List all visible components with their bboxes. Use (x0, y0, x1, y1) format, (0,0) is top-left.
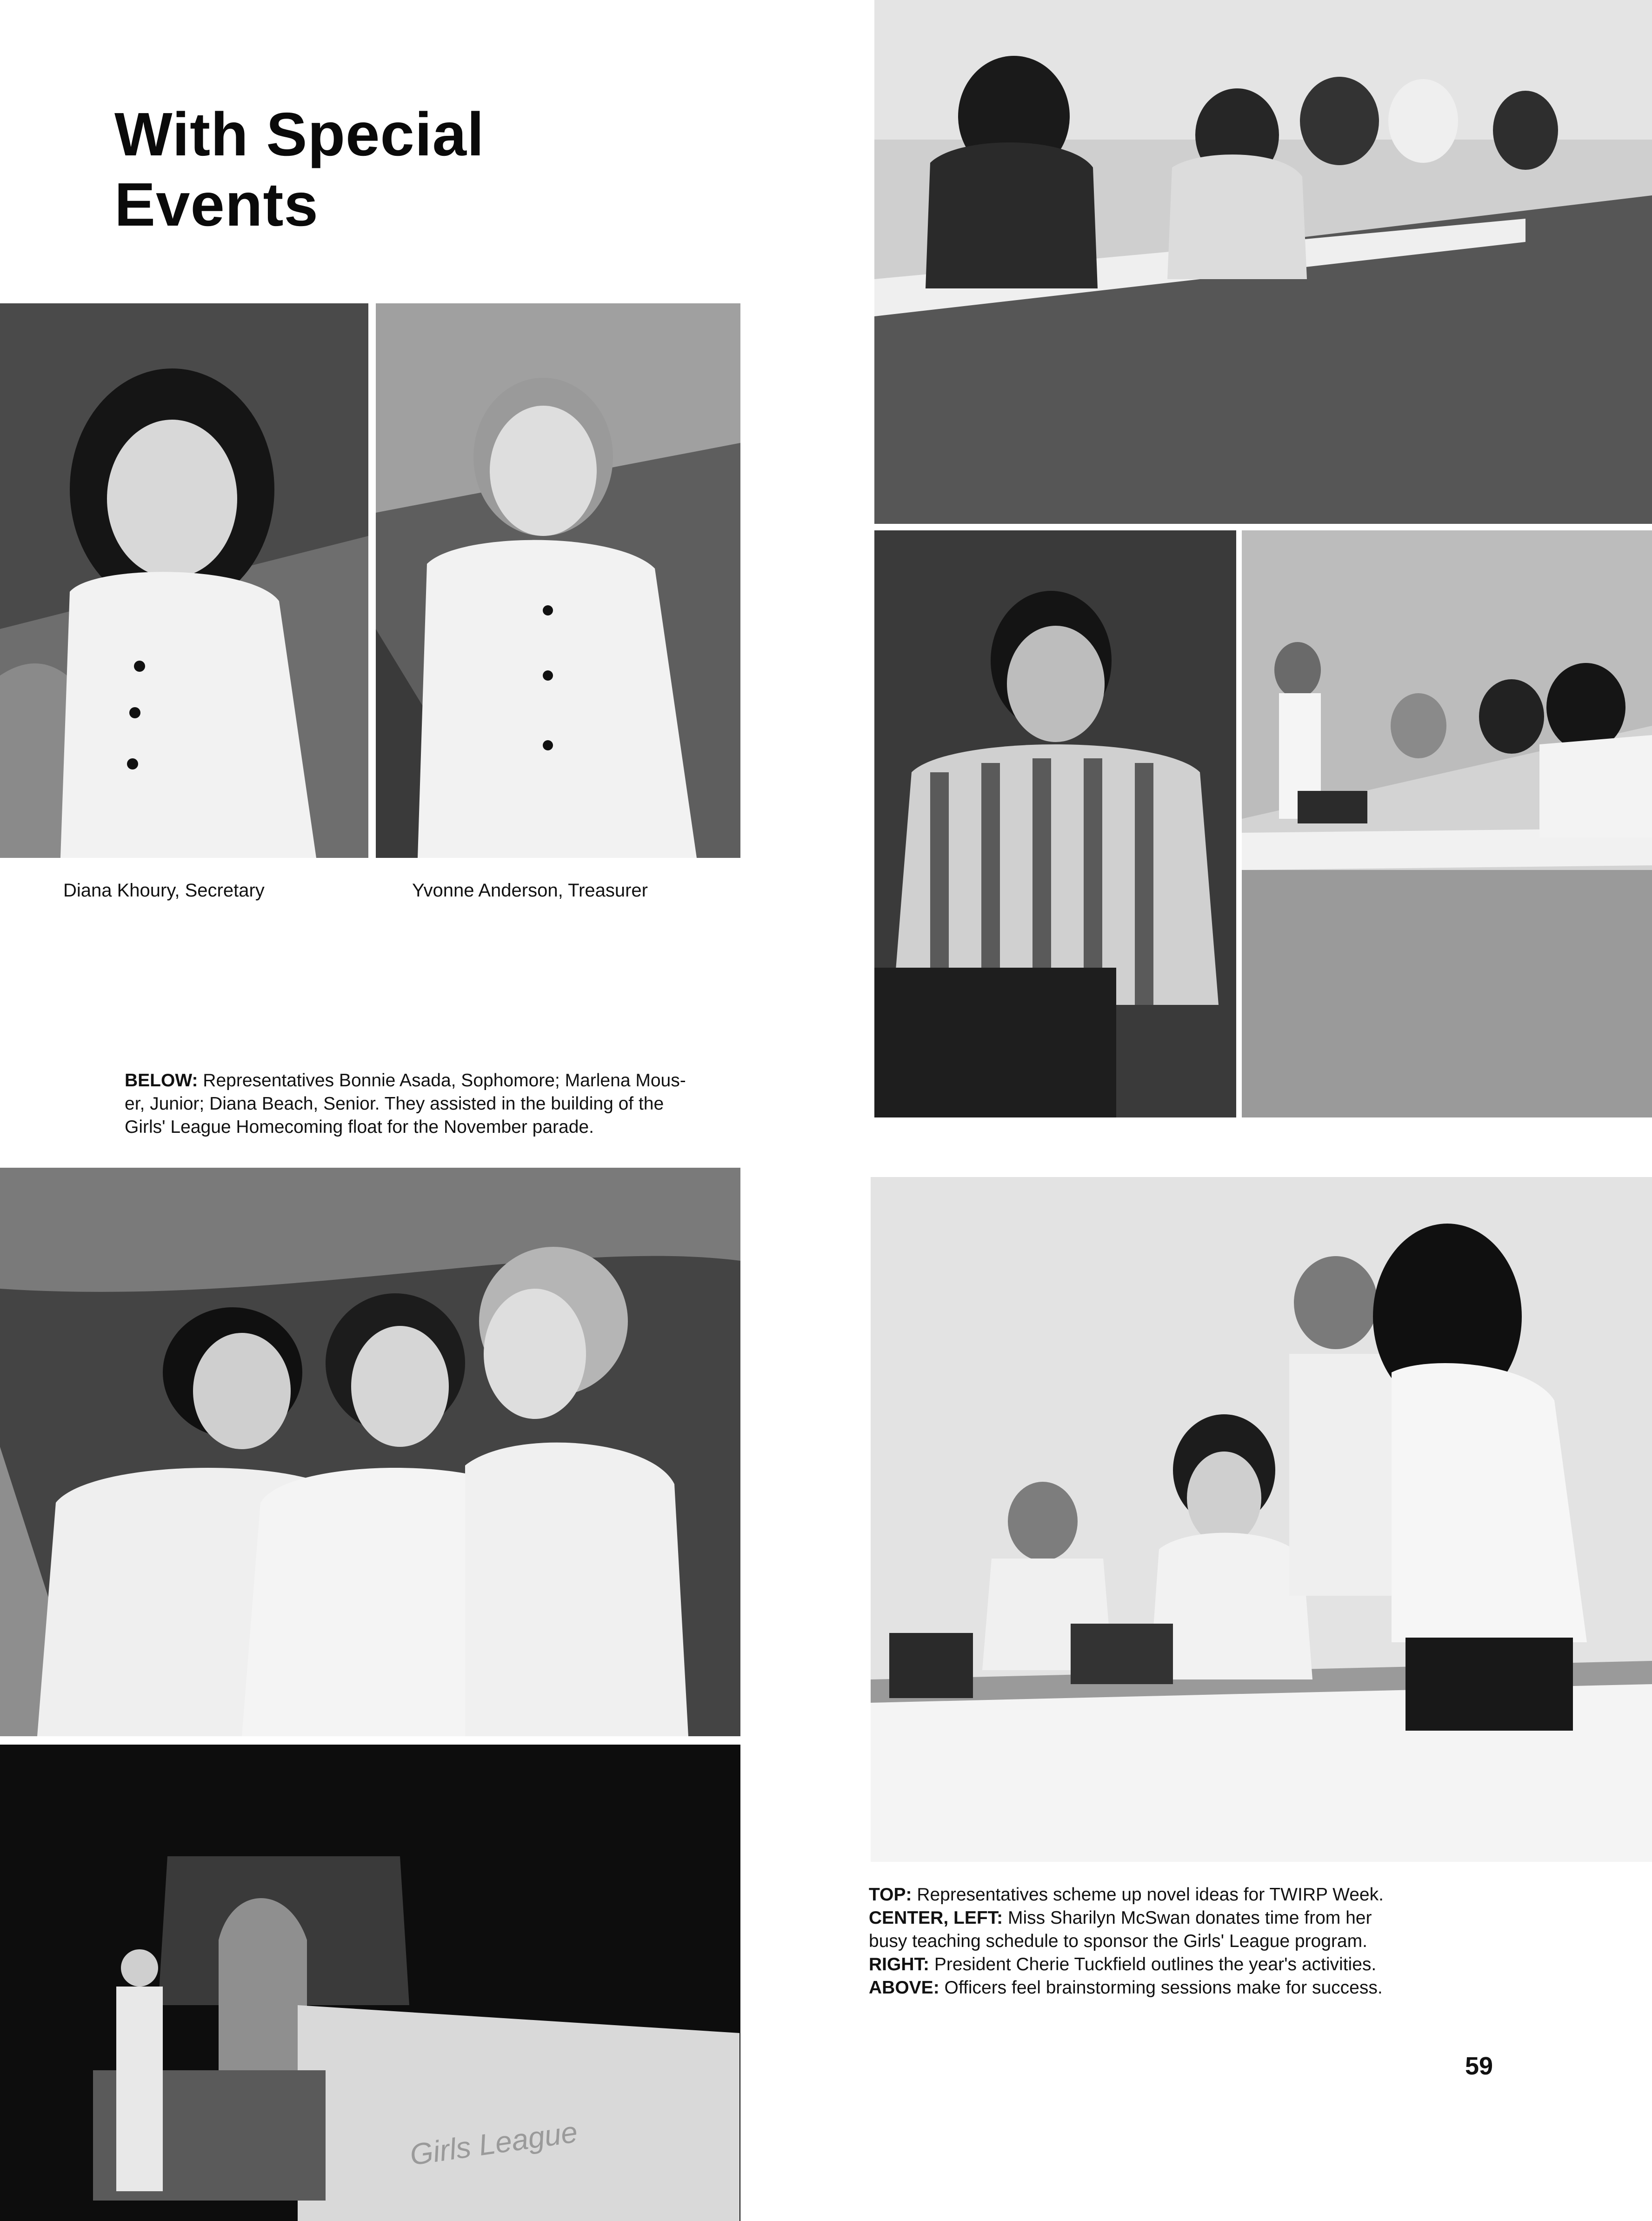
caption-above-text: Officers feel brainstorming sessions make for success. (944, 1978, 1383, 1998)
photo-officers-brainstorming (871, 1177, 1652, 1862)
caption-right-block (869, 1883, 1492, 2000)
caption-above-label: ABOVE: (869, 1978, 939, 1998)
caption-yvonne-anderson: Yvonne Anderson, Treasurer (412, 880, 648, 901)
photo-homecoming-float (0, 1745, 740, 2221)
caption-below-label: BELOW: (125, 1070, 198, 1090)
caption-diana-khoury: Diana Khoury, Secretary (63, 880, 265, 901)
float-lettering: Girls League (407, 2115, 580, 2172)
photo-president-tuckfield (1242, 530, 1652, 1117)
photo-yvonne-anderson (376, 303, 740, 858)
photo-miss-mcswan (874, 530, 1236, 1117)
photo-diana-khoury (0, 303, 368, 858)
photo-three-representatives (0, 1168, 740, 1736)
photo-twirp-meeting (874, 0, 1652, 524)
caption-below-line1: Representatives Bonnie Asada, Sophomore; Marlena Mous- (203, 1070, 686, 1090)
page-number: 59 (1465, 2052, 1493, 2080)
caption-center-text1: Miss Sharilyn McSwan donates time from her (1008, 1908, 1372, 1928)
caption-center-text2: busy teaching schedule to sponsor the Girls' League program. (869, 1931, 1367, 1951)
caption-below-line3: Girls' League Homecoming float for the November parade. (125, 1117, 594, 1137)
caption-top-text: Representatives scheme up novel ideas for TWIRP Week. (917, 1885, 1384, 1905)
caption-top-label: TOP: (869, 1885, 912, 1905)
caption-center-label: CENTER, LEFT: (869, 1908, 1003, 1928)
caption-right-text: President Cherie Tuckfield outlines the year's activities. (934, 1954, 1377, 1974)
page-title: With Special Events (114, 100, 485, 239)
caption-right-label: RIGHT: (869, 1954, 929, 1974)
caption-below (125, 1069, 785, 1139)
caption-below-line2: er, Junior; Diana Beach, Senior. They assisted in the building of the (125, 1094, 664, 1114)
page-title-box (114, 100, 698, 239)
